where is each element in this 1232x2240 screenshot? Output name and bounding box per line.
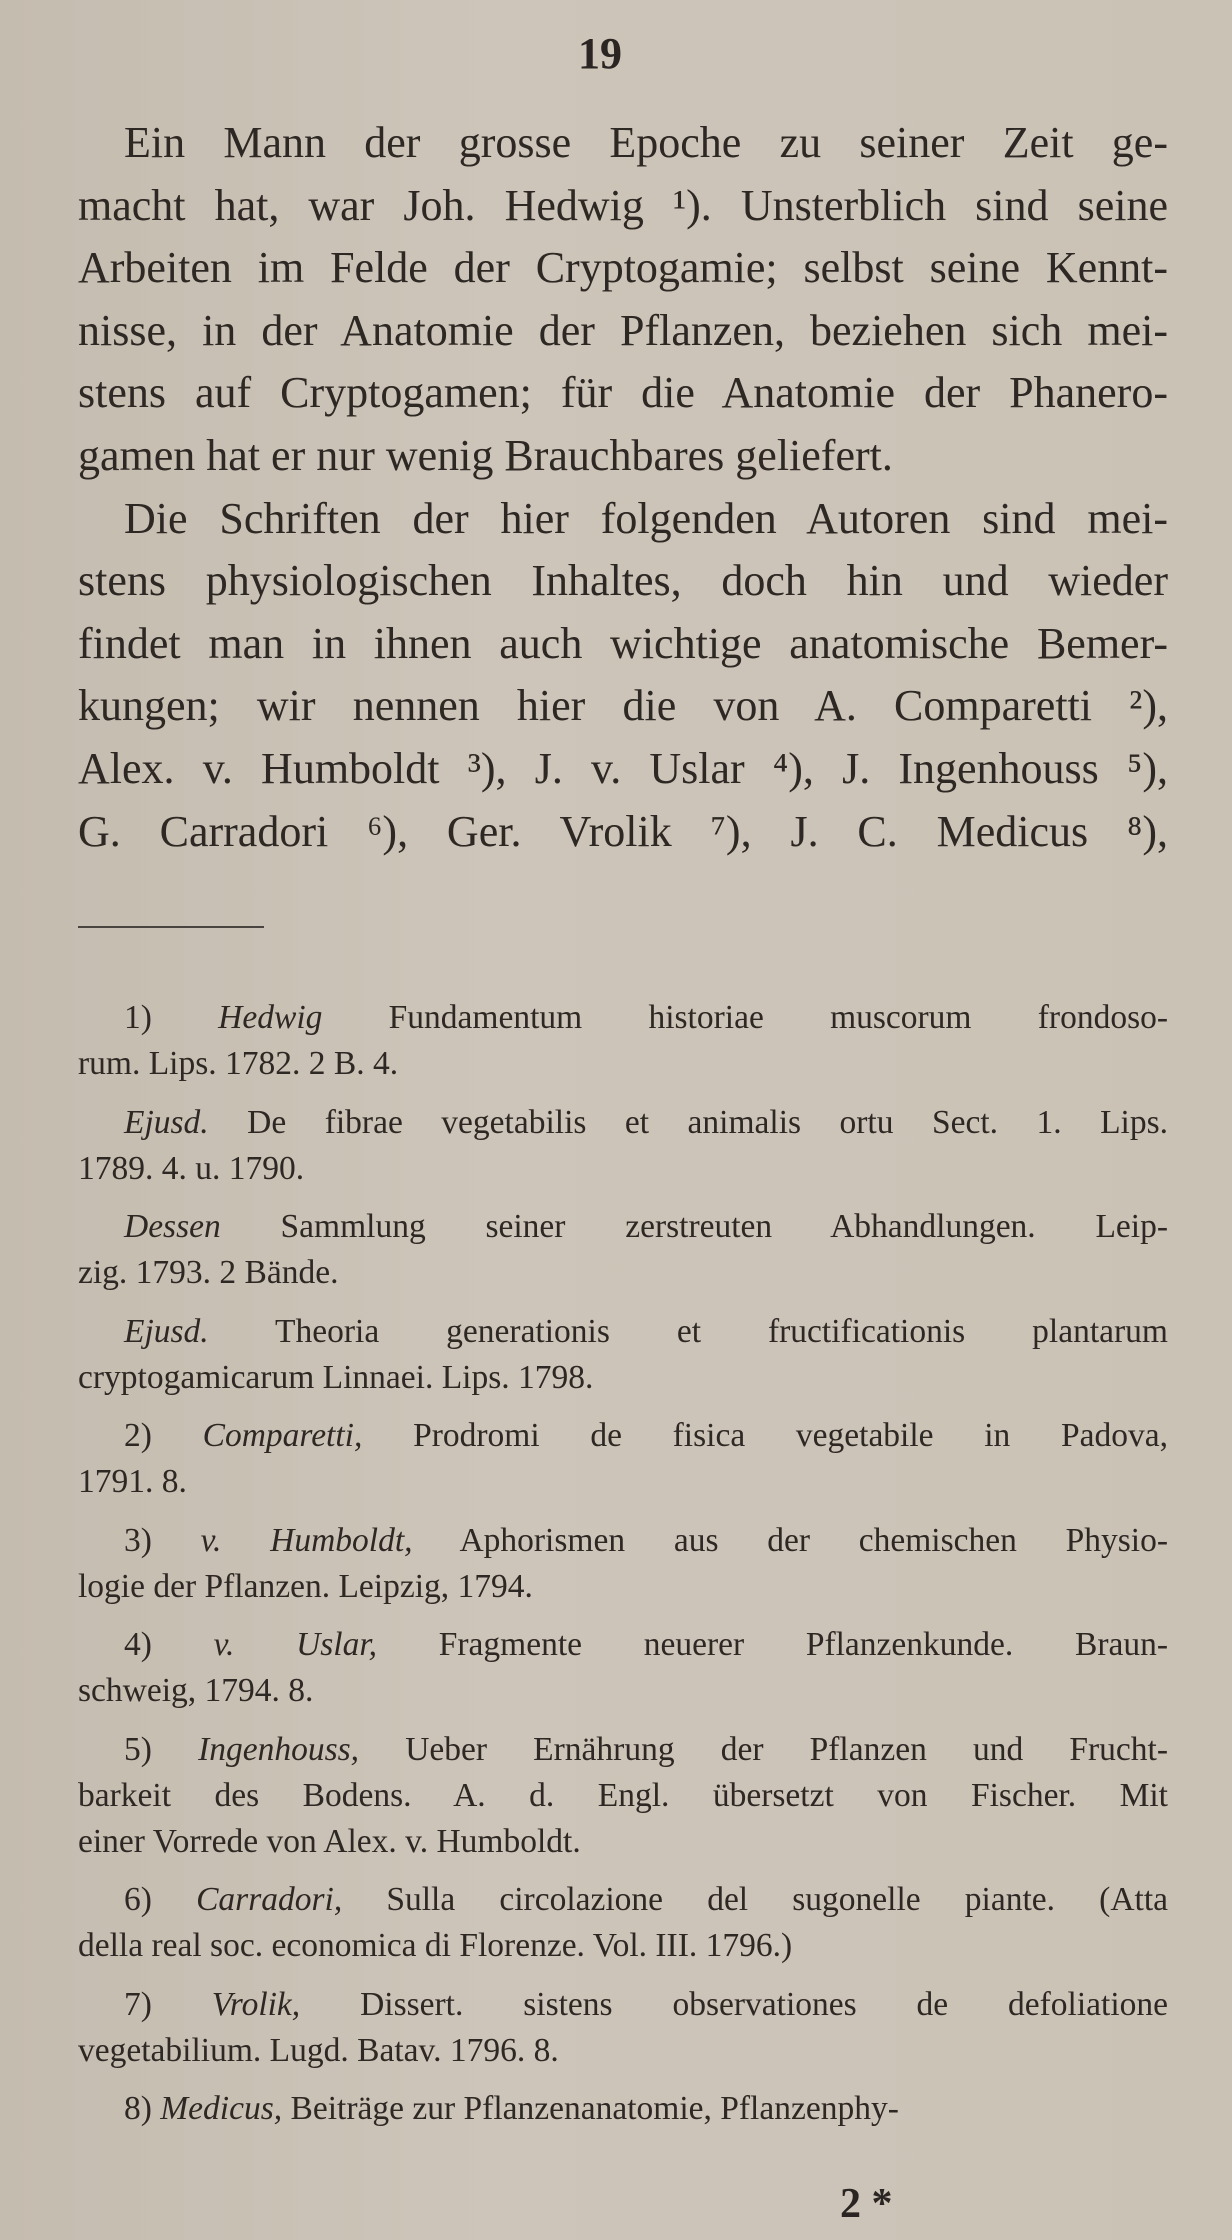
footnote-marker: 2) <box>124 1417 203 1454</box>
footnote-text: 1789. 4. u. 1790. <box>78 1149 305 1187</box>
signature-mark: 2 * <box>840 2181 893 2227</box>
footnote-text: Ueber Ernährung der Pflanzen und Frucht- <box>405 1730 1169 1768</box>
footnote-text: barkeit des Bodens. A. d. Engl. übersetzt von Fischer. Mit <box>78 1776 1168 1814</box>
text-line: Die Schriften der hier folgenden Autoren sind mei- <box>124 493 1168 543</box>
footnote-text: schweig, 1794. 8. <box>78 1672 314 1709</box>
footnote-text: 1791. 8. <box>78 1463 187 1500</box>
footnote-marker: 5) <box>124 1730 199 1768</box>
text-line: Arbeiten im Felde der Cryptogamie; selbst seine Kennt- <box>78 243 1168 293</box>
text-line: stens physiologischen Inhaltes, doch hin und wieder <box>78 556 1168 606</box>
text-line: Ein Mann der grosse Epoche zu seiner Zeit ge- <box>124 118 1168 167</box>
footnote-author: v. Humboldt, <box>200 1521 413 1559</box>
footnote-marker: 4) <box>124 1626 214 1663</box>
footnote-text: logie der Pflanzen. Leipzig, 1794. <box>78 1567 533 1605</box>
footnote-text: Beiträge zur Pflanzenanatomie, Pflanzenphy- <box>290 2090 899 2127</box>
footnote-author: v. Uslar, <box>213 1626 378 1663</box>
footnote-text: Aphorismen aus der chemischen Physio- <box>459 1521 1169 1559</box>
footnote-text: De fibrae vegetabilis et animalis ortu Sect. 1. Lips. <box>247 1103 1169 1141</box>
footnote-text: Prodromi de fisica vegetabile in Padova, <box>413 1417 1168 1454</box>
footnote-marker: 8) <box>124 2090 161 2127</box>
footnote-author: Ejusd. <box>124 1103 209 1141</box>
footnote-text: Fundamentum historiae muscorum frondoso- <box>388 999 1169 1036</box>
text-line: kungen; wir nennen hier die von A. Comparetti ²), <box>78 681 1168 731</box>
footnote <box>78 1982 1168 2074</box>
body-text <box>78 112 1168 863</box>
footnote-author: Carradori, <box>196 1881 343 1918</box>
text-line: gamen hat er nur wenig Brauchbares geliefert. <box>78 430 893 480</box>
footnote <box>78 2086 1168 2132</box>
footnote-text: Sulla circolazione del sugonelle piante. (Atta <box>386 1881 1169 1918</box>
text-line: findet man in ihnen auch wichtige anatomische Bemer- <box>78 618 1168 668</box>
footnotes <box>78 995 1168 2145</box>
footnote <box>78 1309 1168 1401</box>
footnote-author: Medicus, <box>160 2090 283 2127</box>
footnote <box>78 1413 1168 1505</box>
footnote <box>78 1727 1168 1865</box>
footnote-separator <box>78 926 264 928</box>
footnote-marker: 3) <box>124 1521 201 1559</box>
footnote <box>78 1204 1168 1296</box>
text-line: stens auf Cryptogamen; für die Anatomie der Phanero- <box>78 368 1168 418</box>
footnote-marker: 6) <box>124 1881 197 1918</box>
footnote-text: cryptogamicarum Linnaei. Lips. 1798. <box>78 1358 594 1396</box>
footnote-text: rum. Lips. 1782. 2 B. 4. <box>78 1045 399 1082</box>
footnote-marker: 7) <box>124 1985 212 2023</box>
footnote-text: einer Vorrede von Alex. v. Humboldt. <box>78 1822 581 1860</box>
footnote <box>78 1622 1168 1714</box>
text-line: G. Carradori ⁶), Ger. Vrolik ⁷), J. C. Medicus ⁸), <box>78 806 1168 856</box>
footnote <box>78 1518 1168 1610</box>
footnote-marker: 1) <box>124 999 219 1036</box>
footnote <box>78 1100 1168 1192</box>
footnote-text: Sammlung seiner zerstreuten Abhandlungen. Leip- <box>280 1208 1168 1245</box>
footnote-author: Dessen <box>124 1208 221 1245</box>
footnote-author: Comparetti, <box>202 1417 363 1454</box>
footnote-author: Hedwig <box>218 999 323 1036</box>
footnote-text: vegetabilium. Lugd. Batav. 1796. 8. <box>78 2031 559 2069</box>
footnote <box>78 1877 1168 1969</box>
footnote-text: Theoria generationis et fructificationis plantarum <box>275 1312 1168 1350</box>
footnote-text: Dissert. sistens observationes de defoliatione <box>360 1985 1169 2023</box>
footnote <box>78 995 1168 1087</box>
footnote-author: Ingenhouss, <box>198 1730 360 1768</box>
text-line: Alex. v. Humboldt ³), J. v. Uslar ⁴), J. Ingenhouss ⁵), <box>78 743 1168 793</box>
page-number: 19 <box>578 29 622 78</box>
footnote-text: zig. 1793. 2 Bände. <box>78 1254 339 1291</box>
footnote-author: Vrolik, <box>211 1985 301 2023</box>
text-line: nisse, in der Anatomie der Pflanzen, beziehen sich mei- <box>78 305 1168 355</box>
text-line: macht hat, war Joh. Hedwig ¹). Unsterblich sind seine <box>78 180 1168 230</box>
footnote-author: Ejusd. <box>124 1312 209 1350</box>
footnote-text: della real soc. economica di Florenze. Vol. III. 1796.) <box>78 1927 793 1964</box>
footnote-text: Fragmente neuerer Pflanzenkunde. Braun- <box>438 1626 1169 1663</box>
